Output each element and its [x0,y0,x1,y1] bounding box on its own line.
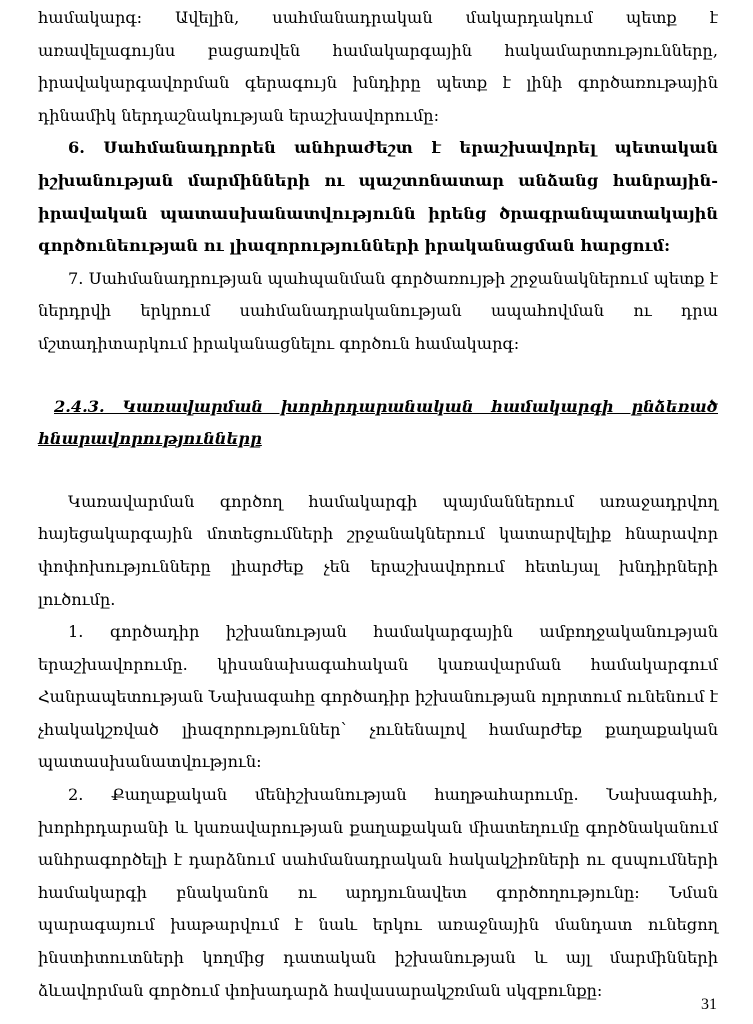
document-page [38,2,718,1007]
page-number: 31 [701,996,717,1013]
paragraph-list-item-1: 1. գործադիր իշխանության համակարգային ամբողջականության երաշխավորումը. կիսանախագահական կառավարման համակարգում Հանրապետության Նախագահը գործադիր իշխանության ոլորտում ունենում է չհակակշռված լիազորություններ՝ չունենալով համարժեք քաղաքական պատասխանատվություն: [38,622,718,772]
paragraph-item-7: 7. Սահմանադրության պահպանման գործառույթի շրջանակներում պետք է ներդրվի երկրում սահմանադրականության ապահովման ու դրա մշտադիտարկում իրականացնելու գործուն համակարգ: [38,268,718,353]
paragraph-intro: Կառավարման գործող համակարգի պայմաններում առաջադրվող հայեցակարգային մոտեցումների շրջանակներում կատարվելիք հնարավոր փոփոխությունները լիարժեք չեն երաշխավորում հետևյալ խնդիրների լուծումը. [38,491,718,609]
paragraph-list-item-2: 2. Քաղաքական մենիշխանության հաղթահարումը. Նախագահի, խորհրդարանի և կառավարության քաղաքական միատեղումը գործնականում անհրագործելի է դարձնում սահմանադրական հակակշիռների ու զսպումների համակարգի բնականոն ու արդյունավետ գործողությունը: Նման պարագայում խաթարվում է նաև երկու առաջնային մանդատ ունեցող ինստիտուտների կողմից դատական իշխանության և այլ մարմինների ձևավորման գործում փոխադարձ հավասարակշռման սկզբունքը: [38,785,718,1000]
section-heading: 2.4.3. Կառավարման խորհրդարանական համակարգի ընձեռած հնարավորությունները [38,396,718,449]
paragraph-item-6: 6. Սահմանադրորեն անհրաժեշտ է երաշխավորել պետական իշխանության մարմինների ու պաշտոնատար անձանց հանրային-իրավական պատասխանատվությունն իրենց ծրագրանպատակային գործունեության ու լիազորությունների իրականացման հարցում: [38,138,718,256]
paragraph-continuation: համակարգ: Ավելին, սահմանադրական մակարդակում պետք է առավելագույնս բացառվեն համակարգային հակամարտությունները, իրավակարգավորման գերագույն խնդիրը պետք է լինի գործառութային դինամիկ ներդաշնակության երաշխավորումը: [38,8,718,125]
